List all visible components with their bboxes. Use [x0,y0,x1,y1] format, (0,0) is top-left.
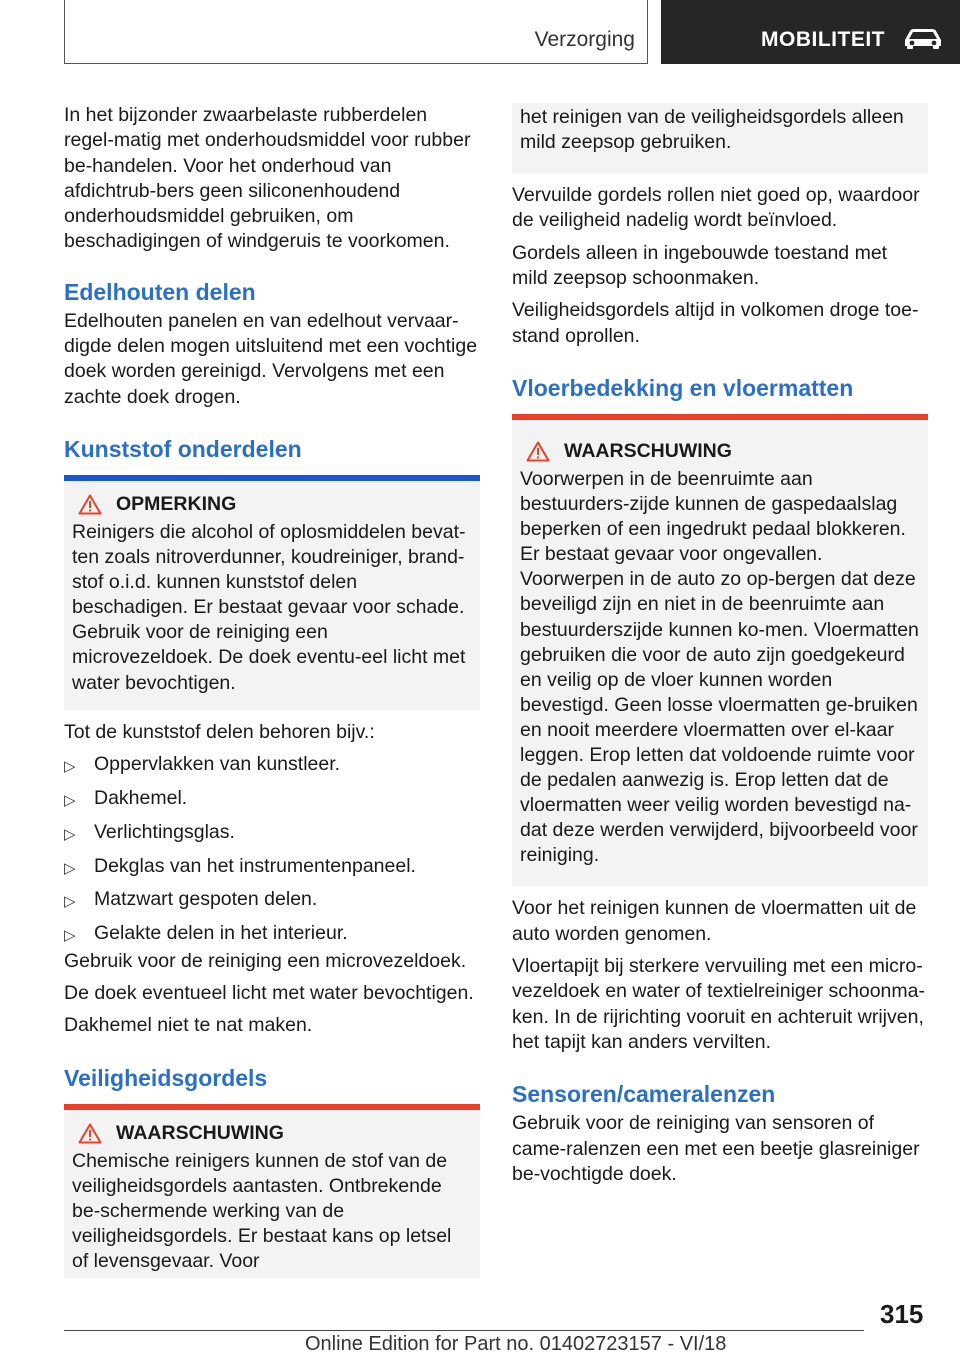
warning-triangle-icon [78,1123,102,1144]
list-item: ▷ Gelakte delen in het interieur. [64,921,480,948]
header-chapter-label: MOBILITEIT [761,28,885,51]
right-column [512,103,928,1194]
list-item: ▷ Matzwart gespoten delen. [64,887,480,914]
belt-paragraph-1: Vervuilde gordels rollen niet goed op, waardoor de veiligheid nadelig wordt beïnvloed. [512,184,920,232]
floor-paragraph-2: Vloertapijt bij sterkere vervuiling met een micro-vezeldoek en water of textielreiniger schoonma-ken. In de rijrichting vooruit en achteruit wrijven, het tapijt kan anders vervilten. [512,955,925,1053]
car-icon [901,26,945,50]
belts-warning-continued [512,103,928,173]
list-intro: Tot de kunststof delen behoren bijv.: [64,720,375,743]
sensor-paragraph: Gebruik voor de reiniging van sensoren of came-ralenzen een met een beetje glasreiniger be-vochtigde doek. [512,1112,920,1185]
bullet-triangle-icon: ▷ [64,859,76,877]
wood-heading: Edelhouten delen [64,278,256,305]
footer-rule [64,1330,864,1331]
list-item: ▷ Dekglas van het instrumentenpaneel. [64,854,480,881]
list-item: ▷ Verlichtingsglas. [64,820,480,847]
warning-text: Voorwerpen in de beenruimte aan bestuurders-zijde kunnen de gaspedaalslag beperken of een ingedrukt pedaal blokkeren. Er bestaat gevaar voor ongevallen. Voorwerpen in de auto zo op-bergen dat deze beveiligd zijn en niet in de beenruimte aan bestuurderszijde kunnen ko-men. Vloermatten gebruiken die voor de auto zijn goedgekeurd en veilig op de vloer kunnen worden bevestigd. Geen losse vloermatten ge-bruiken en nooit meerdere vloermatten over el-kaar leggen. Erop letten dat voldoende ruimte voor de pedalen aanwezig is. Erop letten dat de vloermatten weer veilig worden bevestigd na-dat deze werden verwijderd, bijvoorbeeld voor reiniging. [520,467,919,867]
belts-warning-box [64,1110,480,1278]
warning-title-row [72,1122,472,1145]
warning-title: WAARSCHUWING [116,1121,284,1144]
bullet-triangle-icon: ▷ [64,927,76,945]
warning-title: WAARSCHUWING [564,439,732,462]
floor-warning-box [512,420,928,887]
sensor-heading: Sensoren/cameralenzen [512,1081,776,1108]
after-list-3: Dakhemel niet te nat maken. [64,1014,313,1037]
belts-heading: Veiligheidsgordels [64,1064,268,1091]
belt-paragraph-2: Gordels alleen in ingebouwde toestand met mild zeepsop schoonmaken. [512,241,888,290]
list-item: ▷ Oppervlakken van kunstleer. [64,752,480,779]
wood-paragraph: Edelhouten panelen en van edelhout vervaar-digde delen mogen uitsluitend met een vochtige doek worden gereinigd. Vervolgens met een zachte doek drogen. [64,309,478,408]
warning-title-row [520,440,920,463]
bullet-triangle-icon: ▷ [64,893,76,911]
list-item: ▷ Dakhemel. [64,786,480,813]
note-title-row [72,493,472,516]
header-section-label: Verzorging [534,28,635,51]
note-text: Reinigers die alcohol of oplosmiddelen bevat-ten zoals nitroverdunner, koudreiniger, brand-stof o.i.d. kunnen kunststof delen beschadigen. Er bestaat gevaar voor schade. Gebruik voor de reiniging een microvezeldoek. De doek eventu-eel licht met water bevochtigen. [72,520,466,694]
warning-continued-text: het reinigen van de veiligheidsgordels alleen mild zeepsop gebruiken. [520,106,904,154]
floor-paragraph-1: Voor het reinigen kunnen de vloermatten uit de auto worden genomen. [512,897,917,945]
warning-text: Chemische reinigers kunnen de stof van de veiligheidsgordels aantasten. Ontbrekende be-schermende werking van de veiligheidsgordels. Er bestaat kans op letsel of levensgevaar. Voor [72,1149,452,1272]
warning-triangle-icon [526,441,550,462]
bullet-triangle-icon: ▷ [64,757,76,775]
after-list-1: Gebruik voor de reiniging een microvezeldoek. [64,949,467,972]
after-list-2: De doek eventueel licht met water bevochtigen. [64,981,474,1004]
header-chapter-tab [661,0,960,64]
floor-heading: Vloerbedekking en vloermatten [512,374,854,401]
footer-edition: Online Edition for Part no. 01402723157 - VI/18 [305,1333,727,1355]
left-column [64,103,480,1278]
plastic-heading: Kunststof onderdelen [64,435,302,462]
bullet-triangle-icon: ▷ [64,791,76,809]
header-section-tab [64,0,648,64]
warning-triangle-icon [78,494,102,515]
rubber-paragraph: In het bijzonder zwaarbelaste rubberdelen regel-matig met onderhoudsmiddel voor rubber be-handelen. Voor het onderhoud van afdichtrub-bers geen siliconenhoudend onderhoudsmiddel gebruiken, om beschadigingen of windgeruis te voorkomen. [64,104,471,253]
belt-paragraph-3: Veiligheidsgordels altijd in volkomen droge toe-stand oprollen. [512,299,919,347]
note-title: OPMERKING [116,492,237,515]
plastic-parts-list [64,752,480,949]
page-number: 315 [880,1299,924,1329]
note-box [64,481,480,710]
bullet-triangle-icon: ▷ [64,825,76,843]
